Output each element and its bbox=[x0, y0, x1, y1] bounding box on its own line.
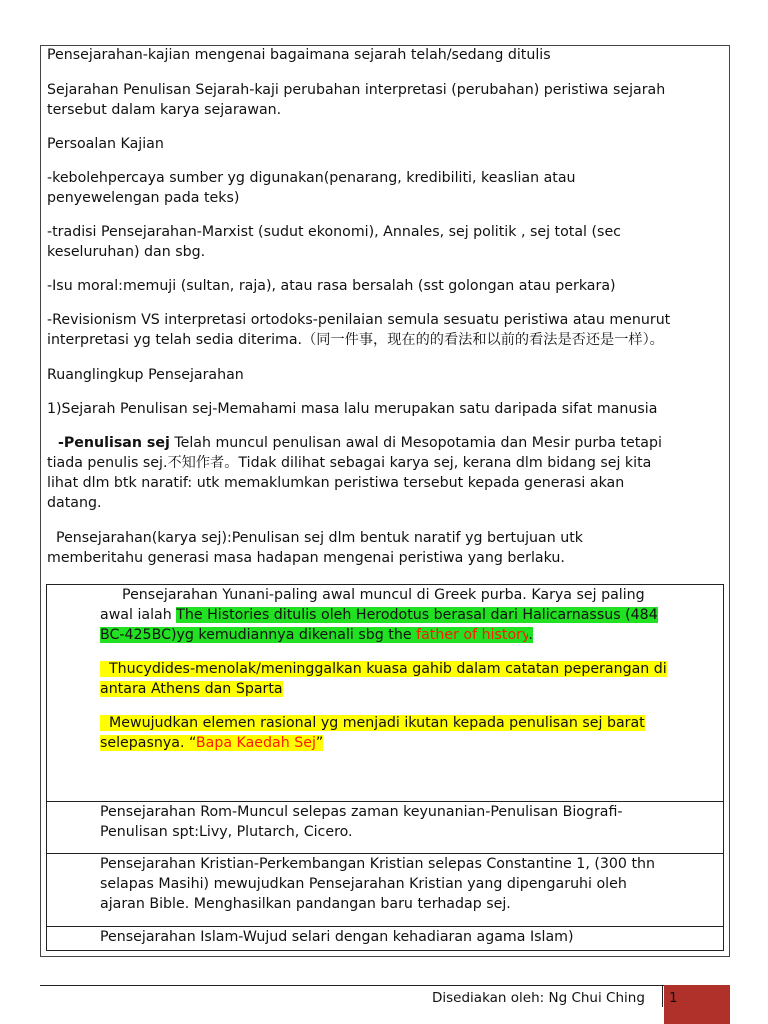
paragraph-penulisan-sej-4: datang. bbox=[47, 495, 102, 511]
page-number: 1 bbox=[669, 990, 678, 1006]
row-kristian-line-3: ajaran Bible. Menghasilkan pandangan baru terhadap sej. bbox=[100, 896, 511, 912]
row-rom-line-1: Pensejarahan Rom-Muncul selepas zaman keyunanian-Penulisan Biografi- bbox=[100, 804, 623, 820]
row-islam-line-1: Pensejarahan Islam-Wujud selari dengan kehadiaran agama Islam) bbox=[100, 929, 574, 945]
row-yunani-rasional-1: Mewujudkan elemen rasional yg menjadi ikutan kepada penulisan sej barat bbox=[100, 715, 645, 731]
row-kristian-line-1: Pensejarahan Kristian-Perkembangan Kristian selepas Constantine 1, (300 thn bbox=[100, 856, 656, 872]
point-tradition-2: keseluruhan) dan sbg. bbox=[47, 244, 206, 260]
table-row-islam bbox=[47, 926, 723, 950]
bold-term-penulisan-sej: -Penulisan sej bbox=[58, 435, 170, 451]
footer-author: Disediakan oleh: Ng Chui Ching bbox=[432, 990, 645, 1006]
point-reliability-1: -kebolehpercaya sumber yg digunakan(penarang, kredibiliti, keaslian atau bbox=[47, 170, 576, 186]
row-rom-line-2: Penulisan spt:Livy, Plutarch, Cicero. bbox=[100, 824, 353, 840]
footer-divider bbox=[662, 985, 663, 1007]
point-revisionism-1: -Revisionism VS interpretasi ortodoks-penilaian semula sesuatu peristiwa atau menurut bbox=[47, 312, 671, 328]
highlight-father-of-history: father of history bbox=[416, 627, 529, 643]
section-heading-persoalan: Persoalan Kajian bbox=[47, 136, 164, 152]
highlight-bapa-kaedah-sej: Bapa Kaedah Sej bbox=[195, 735, 316, 751]
point-revisionism-2: interpretasi yg telah sedia diterima.（同一件事，现在的的看法和以前的看法是否还是一样）。 bbox=[47, 332, 664, 348]
row-yunani-line-3: BC-425BC)yg kemudiannya dikenali sbg the father of history. bbox=[100, 627, 533, 643]
paragraph-definition: Pensejarahan-kajian mengenai bagaimana sejarah telah/sedang ditulis bbox=[47, 47, 551, 63]
row-yunani-thucydides-1: Thucydides-menolak/meninggalkan kuasa gahib dalam catatan peperangan di bbox=[100, 661, 667, 677]
paragraph-history-of-writing-1: Sejarahan Penulisan Sejarah-kaji perubahan interpretasi (perubahan) peristiwa sejarah bbox=[47, 82, 666, 98]
paragraph-karya-sej-2: memberitahu generasi masa hadapan mengenai peristiwa yang berlaku. bbox=[47, 550, 565, 566]
row-kristian-line-2: selapas Masihi) mewujudkan Pensejarahan Kristian yang dipengaruhi oleh bbox=[100, 876, 627, 892]
section-heading-ruanglingkup: Ruanglingkup Pensejarahan bbox=[47, 367, 244, 383]
paragraph-penulisan-sej-1 bbox=[47, 433, 719, 453]
history-types-table bbox=[46, 584, 724, 951]
row-yunani-line-1: Pensejarahan Yunani-paling awal muncul di Greek purba. Karya sej paling bbox=[122, 587, 645, 603]
paragraph-history-of-writing-2: tersebut dalam karya sejarawan. bbox=[47, 102, 282, 118]
paragraph-penulisan-sej-text: Telah muncul penulisan awal di Mesopotamia dan Mesir purba tetapi bbox=[169, 435, 662, 451]
table-row-kristian bbox=[47, 853, 723, 926]
table-row-rom bbox=[47, 801, 723, 853]
paragraph-karya-sej-1: Pensejarahan(karya sej):Penulisan sej dlm bentuk naratif yg bertujuan utk bbox=[47, 530, 583, 546]
paragraph-penulisan-sej-2: tiada penulis sej.不知作者。Tidak dilihat sebagai karya sej, kerana dlm bidang sej kita bbox=[47, 455, 652, 471]
paragraph-penulisan-sej-3: lihat dlm btk naratif: utk memaklumkan peristiwa tersebut kepada generasi akan bbox=[47, 475, 625, 491]
row-yunani-rasional-2: selepasnya. “Bapa Kaedah Sej” bbox=[100, 735, 324, 751]
table-row-yunani bbox=[47, 585, 723, 801]
point-tradition-1: -tradisi Pensejarahan-Marxist (sudut ekonomi), Annales, sej politik , sej total (sec bbox=[47, 224, 621, 240]
point-moral: -Isu moral:memuji (sultan, raja), atau rasa bersalah (sst golongan atau perkara) bbox=[47, 278, 616, 294]
point-reliability-2: penyewelengan pada teks) bbox=[47, 190, 240, 206]
highlight-herodotus: The Histories ditulis oleh Herodotus berasal dari Halicarnassus (484 bbox=[176, 607, 658, 623]
footer-rule bbox=[40, 985, 728, 986]
row-yunani-thucydides-2: antara Athens dan Sparta bbox=[100, 681, 283, 697]
row-yunani-line-2: awal ialah The Histories ditulis oleh Herodotus berasal dari Halicarnassus (484 bbox=[100, 607, 658, 623]
point-sejarah-penulisan: 1)Sejarah Penulisan sej-Memahami masa lalu merupakan satu daripada sifat manusia bbox=[47, 401, 658, 417]
